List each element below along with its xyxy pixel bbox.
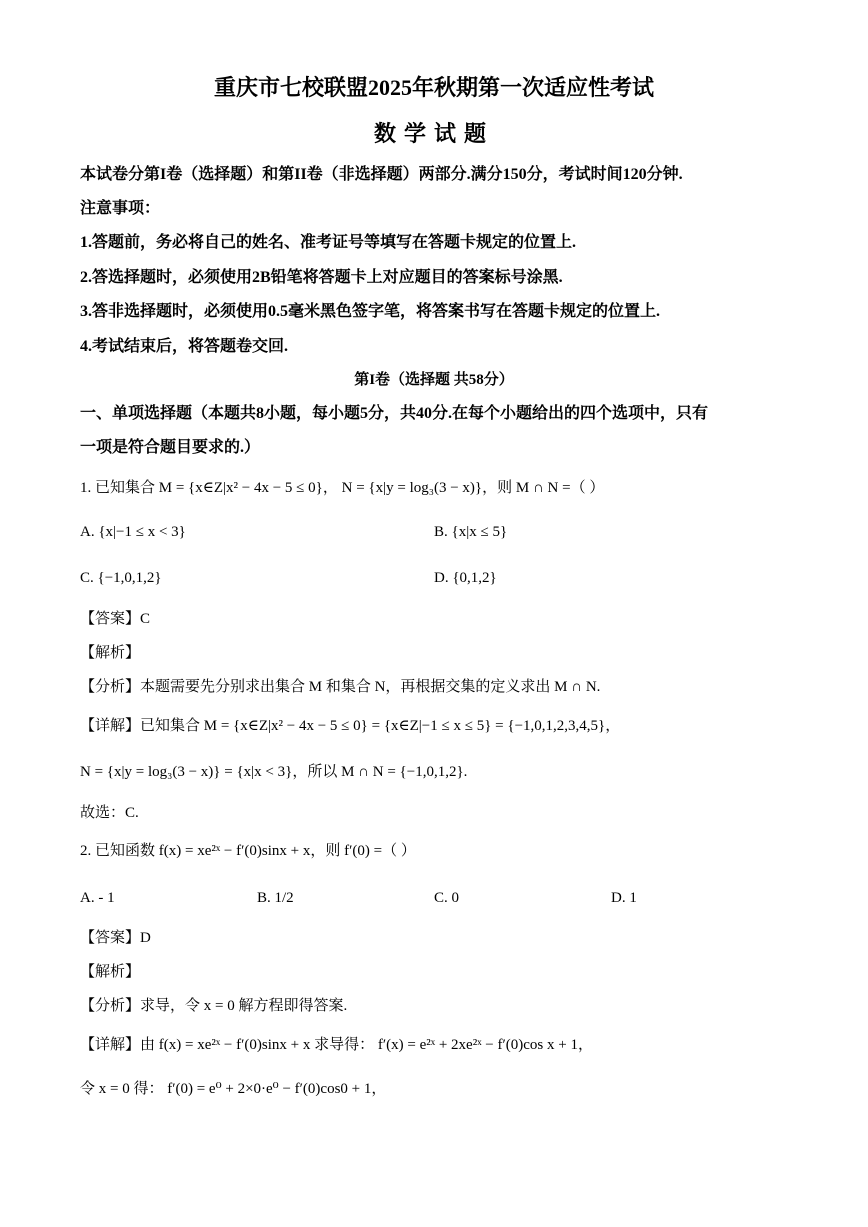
note-1: 1.答题前，务必将自己的姓名、准考证号等填写在答题卡规定的位置上.	[80, 234, 577, 251]
section-heading: 第I卷（选择题 共58分）	[354, 372, 514, 388]
q2-analysis-label: 【解析】	[80, 964, 141, 980]
q1-analysis-label: 【解析】	[80, 645, 141, 661]
q2-option-b: B. 1/2	[257, 890, 294, 906]
q2-detail-2: 令 x = 0 得： f′(0) = e⁰ + 2×0·e⁰ − f′(0)cos0 + 1，	[80, 1081, 387, 1097]
part-title-line1: 一、单项选择题（本题共8小题，每小题5分，共40分.在每个小题给出的四个选项中，只有	[80, 405, 709, 422]
paper-info: 本试卷分第I卷（选择题）和第II卷（非选择题）两部分.满分150分，考试时间120分钟.	[80, 166, 683, 183]
notice-title: 注意事项：	[80, 200, 161, 217]
q2-option-d: D. 1	[611, 890, 637, 906]
part-title-line2: 一项是符合题目要求的.）	[80, 439, 261, 456]
q2-option-c: C. 0	[434, 890, 460, 906]
q1-option-a: A. {x|−1 ≤ x < 3}	[80, 524, 186, 540]
q2-option-a: A. - 1	[80, 890, 115, 906]
q1-choice: 故选：C.	[80, 805, 139, 821]
q1-detail-1: 【详解】已知集合 M = {x∈Z|x² − 4x − 5 ≤ 0} = {x∈Z|−1 ≤ x ≤ 5} = {−1,0,1,2,3,4,5}，	[80, 718, 621, 734]
q2-fenxi: 【分析】求导，令 x = 0 解方程即得答案.	[80, 998, 348, 1014]
q2-answer: 【答案】D	[80, 930, 151, 946]
q1-detail-2: N = {x|y = log₃(3 − x)} = {x|x < 3}，所以 M ∩ N = {−1,0,1,2}.	[80, 764, 468, 780]
q1-option-b: B. {x|x ≤ 5}	[434, 524, 508, 540]
q1-fenxi: 【分析】本题需要先分别求出集合 M 和集合 N，再根据交集的定义求出 M ∩ N.	[80, 679, 601, 695]
exam-subtitle: 数学试题	[373, 121, 494, 146]
note-2: 2.答选择题时，必须使用2B铅笔将答题卡上对应题目的答案标号涂黑.	[80, 269, 563, 286]
q2-detail-1: 【详解】由 f(x) = xe²ˣ − f′(0)sinx + x 求导得： f′(x) = e²ˣ + 2xe²ˣ − f′(0)cos x + 1，	[80, 1037, 593, 1053]
note-4: 4.考试结束后，将答题卷交回.	[80, 338, 289, 355]
q2-stem: 2. 已知函数 f(x) = xe²ˣ − f′(0)sinx + x，则 f′(0) =（ ）	[80, 843, 416, 859]
q1-option-d: D. {0,1,2}	[434, 570, 497, 586]
q1-option-c: C. {−1,0,1,2}	[80, 570, 162, 586]
q1-answer: 【答案】C	[80, 611, 151, 627]
q1-stem: 1. 已知集合 M = {x∈Z|x² − 4x − 5 ≤ 0}， N = {x|y = log₃(3 − x)}，则 M ∩ N =（ ）	[80, 480, 605, 496]
exam-title: 重庆市七校联盟2025年秋期第一次适应性考试	[213, 75, 654, 100]
note-3: 3.答非选择题时，必须使用0.5毫米黑色签字笔，将答案书写在答题卡规定的位置上.	[80, 303, 661, 320]
